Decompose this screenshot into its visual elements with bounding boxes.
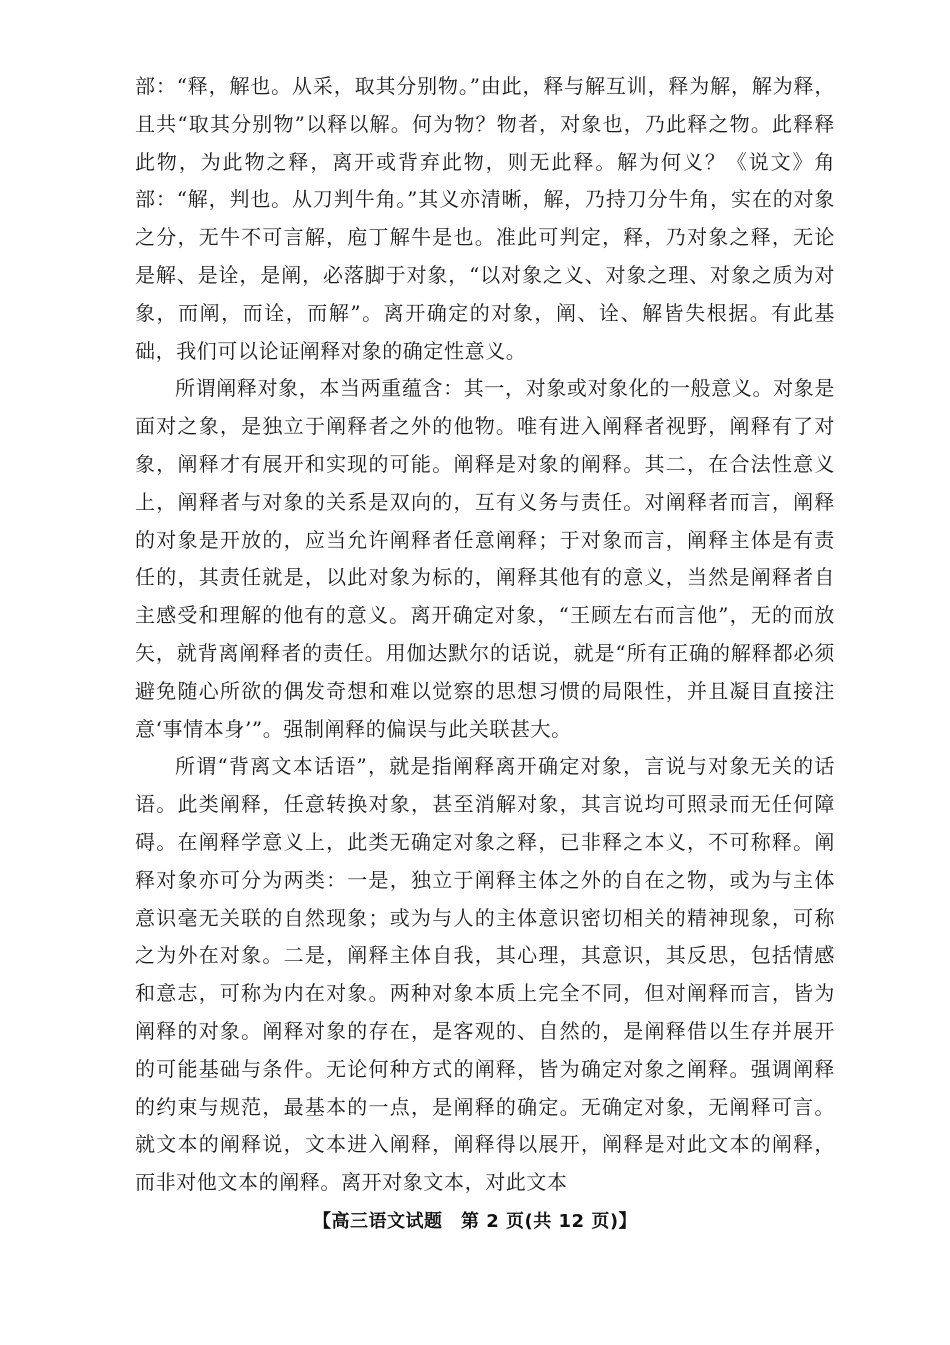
paragraph-3: 所谓“背离文本话语”，就是指阐释离开确定对象，言说与对象无关的话语。此类阐释，任意转换对象，甚至消解对象，其言说均可照录而无任何障碍。在阐释学意义上，此类无确定对象之释，已非释之本义，不可称释。阐释对象亦可分为两类：一是，独立于阐释主体之外的自在之物，或为与主体意识毫无关联的自然现象；或为与人的主体意识密切相关的精神现象，可称之为外在对象。二是，阐释主体自我，其心理，其意识，其反思，包括情感和意志，可称为内在对象。两种对象本质上完全不同，但对阐释而言，皆为阐释的对象。阐释对象的存在，是客观的、自然的，是阐释借以生存并展开的可能基础与条件。无论何种方式的阐释，皆为确定对象之阐释。强调阐释的约束与规范，最基本的一点，是阐释的确定。无确定对象，无阐释可言。就文本的阐释说，文本进入阐释，阐释得以展开，阐释是对此文本的阐释，而非对他文本的阐释。离开对象文本，对此文本 — [135, 754, 835, 1195]
paragraph-1: 部：“释，解也。从采，取其分别物。”由此，释与解互训，释为解，解为释，且共“取其分别物”以释以解。何为物？物者，对象也，乃此释之物。此释释此物，为此物之释，离开或背弃此物，则无此释。解为何义？《说文》角部：“解，判也。从刀判牛角。”其义亦清晰，解，乃持刀分牛角，实在的对象之分，无牛不可言解，庖丁解牛是也。准此可判定，释，乃对象之释，无论是解、是诠，是阐，必落脚于对象，“以对象之义、对象之理、对象之质为对象，而阐，而诠，而解”。离开确定的对象，阐、诠、解皆失根据。有此基础，我们可以论证阐释对象的确定性意义。 — [135, 74, 835, 363]
document-body — [135, 68, 835, 1202]
paragraph-2: 所谓阐释对象，本当两重蕴含：其一，对象或对象化的一般意义。对象是面对之象，是独立于阐释者之外的他物。唯有进入阐释者视野，阐释有了对象，阐释才有展开和实现的可能。阐释是对象的阐释。其二，在合法性意义上，阐释者与对象的关系是双向的，互有义务与责任。对阐释者而言，阐释的对象是开放的，应当允许阐释者任意阐释；于对象而言，阐释主体是有责任的，其责任就是，以此对象为标的，阐释其他有的意义，当然是阐释者自主感受和理解的他有的意义。离开确定对象，“王顾左右而言他”，无的而放矢，就背离阐释者的责任。用伽达默尔的话说，就是“所有正确的解释都必须避免随心所欲的偶发奇想和难以觉察的思想习惯的局限性，并且凝目直接注意‘事情本身’”。强制阐释的偏误与此关联甚大。 — [135, 376, 835, 741]
page-footer: 【高三语文试题 第 2 页(共 12 页)】 — [312, 1211, 638, 1232]
